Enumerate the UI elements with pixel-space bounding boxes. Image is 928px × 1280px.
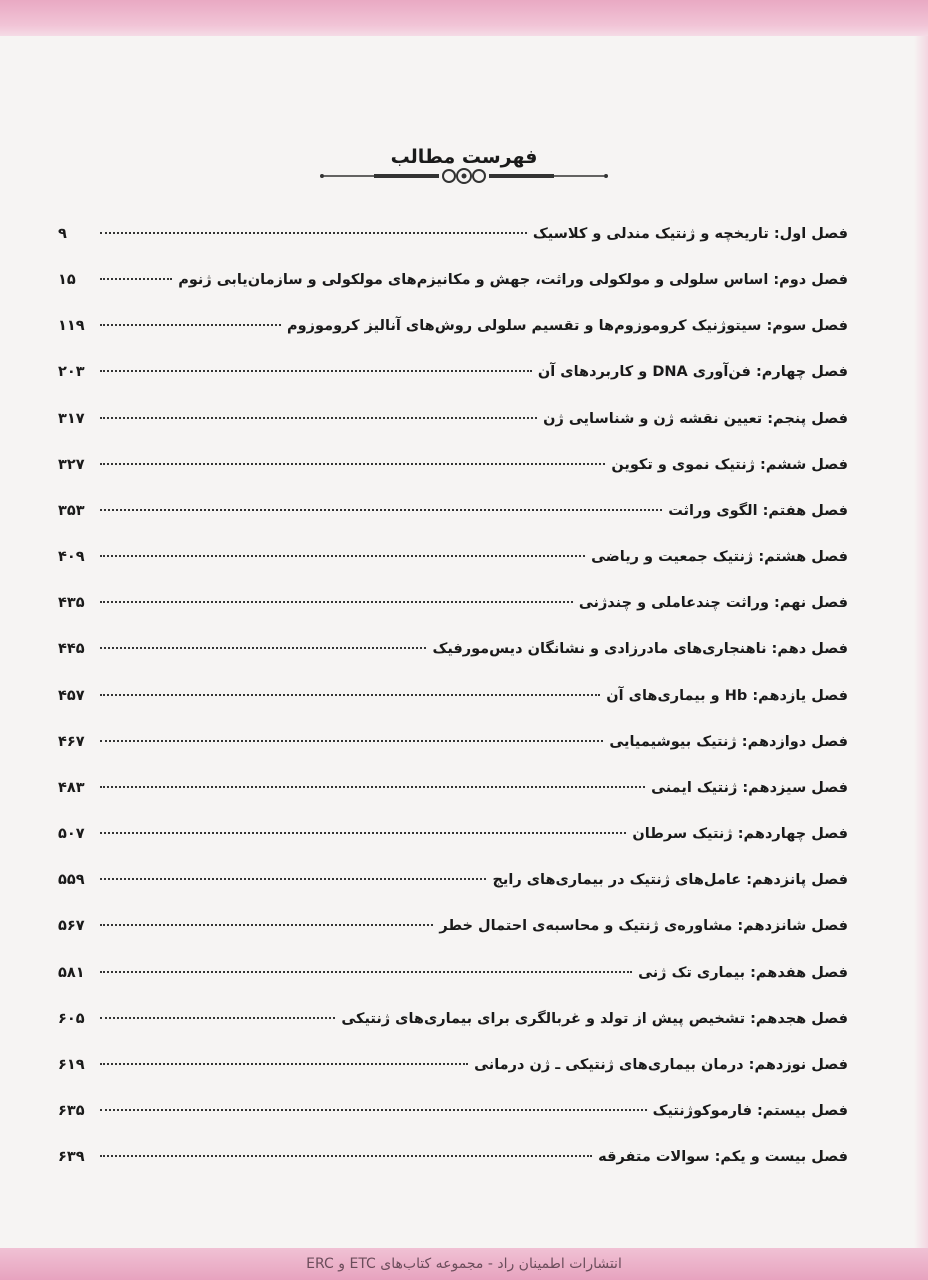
dot-leader <box>100 832 626 834</box>
chapter-title: فصل دهم: ناهنجاری‌های مادرزادی و نشانگان دیس‌مورفیک <box>432 641 848 658</box>
chapter-title: فصل هفدهم: بیماری تک ژنی <box>638 964 848 981</box>
toc-row <box>58 1097 848 1143</box>
page-number: ۱۵ <box>58 272 76 289</box>
chapter-title: فصل هفتم: الگوی وراثت <box>668 502 848 519</box>
page-number: ۶۳۹ <box>58 1149 85 1166</box>
page-number: ۶۳۵ <box>58 1102 85 1119</box>
toc-row <box>58 220 848 266</box>
top-border <box>0 0 928 36</box>
page-number: ۱۱۹ <box>58 318 85 335</box>
page-number: ۴۰۹ <box>58 549 85 566</box>
toc-row <box>58 497 848 543</box>
toc-row <box>58 312 848 358</box>
toc-row <box>58 589 848 635</box>
chapter-title: فصل چهارم: فن‌آوری DNA و کاربردهای آن <box>537 364 848 381</box>
page-number: ۵۵۹ <box>58 872 85 889</box>
toc-row <box>58 1143 848 1189</box>
dot-leader <box>100 1017 335 1019</box>
page-number: ۳۲۷ <box>58 456 85 473</box>
dot-leader <box>100 1109 647 1111</box>
toc-row <box>58 266 848 312</box>
page-number: ۳۵۳ <box>58 502 85 519</box>
chapter-title: فصل نوزدهم: درمان بیماری‌های ژنتیکی ـ ژن درمانی <box>474 1056 848 1073</box>
toc-row <box>58 543 848 589</box>
dot-leader <box>100 509 662 511</box>
page-number: ۶۰۵ <box>58 1010 85 1027</box>
dot-leader <box>100 1063 468 1065</box>
chapter-title: فصل هشتم: ژنتیک جمعیت و ریاضی <box>591 549 848 566</box>
dot-leader <box>100 647 426 649</box>
toc-row <box>58 820 848 866</box>
chapter-title: فصل سیزدهم: ژنتیک ایمنی <box>651 779 848 796</box>
page-number: ۶۱۹ <box>58 1056 85 1073</box>
toc-row <box>58 1051 848 1097</box>
toc-row <box>58 912 848 958</box>
dot-leader <box>100 694 600 696</box>
toc-row <box>58 866 848 912</box>
chapter-title: فصل هجدهم: تشخیص پیش از تولد و غربالگری برای بیماری‌های ژنتیکی <box>341 1010 848 1027</box>
toc-row <box>58 959 848 1005</box>
chapter-title: فصل دوم: اساس سلولی و مولکولی وراثت، جهش و مکانیزم‌های مولکولی و سازمان‌یابی ژنوم <box>178 272 848 289</box>
page-number: ۹ <box>58 226 67 242</box>
chapter-title: فصل شانزدهم: مشاوره‌ی ژنتیک و محاسبه‌ی احتمال خطر <box>439 918 848 935</box>
chapter-title: فصل اول: تاریخچه و ژنتیک مندلی و کلاسیک <box>532 226 848 242</box>
chapter-title: فصل بیستم: فارموکوژنتیک <box>652 1102 848 1119</box>
chapter-title: فصل دوازدهم: ژنتیک بیوشیمیایی <box>609 733 848 750</box>
footer-publisher: انتشارات اطمینان راد - مجموعه کتاب‌های ETC و ERC <box>306 1256 622 1272</box>
decorative-divider-icon <box>314 164 614 188</box>
dot-leader <box>100 878 486 880</box>
chapter-title: فصل یازدهم: Hb و بیماری‌های آن <box>606 687 848 704</box>
page-number: ۴۴۵ <box>58 641 85 658</box>
dot-leader <box>100 417 537 419</box>
dot-leader <box>100 924 433 926</box>
page-number: ۵۸۱ <box>58 964 85 981</box>
page-number: ۴۶۷ <box>58 733 85 750</box>
toc-row <box>58 774 848 820</box>
page-number: ۴۵۷ <box>58 687 85 704</box>
page-number: ۵۶۷ <box>58 918 85 935</box>
page-number: ۲۰۳ <box>58 364 85 381</box>
dot-leader <box>100 601 573 603</box>
table-of-contents <box>58 220 848 1189</box>
chapter-title: فصل پنجم: تعیین نقشه ژن و شناسایی ژن <box>543 410 848 427</box>
chapter-title: فصل نهم: وراثت چندعاملی و چندژنی <box>578 595 848 612</box>
toc-row <box>58 635 848 681</box>
side-border <box>914 36 928 1248</box>
toc-row <box>58 451 848 497</box>
toc-row <box>58 728 848 774</box>
toc-row <box>58 405 848 451</box>
dot-leader <box>100 971 632 973</box>
toc-row <box>58 1005 848 1051</box>
toc-row <box>58 682 848 728</box>
dot-leader <box>100 740 603 742</box>
chapter-title: فصل پانزدهم: عامل‌های ژنتیک در بیماری‌های رایج <box>492 872 848 889</box>
page-number: ۳۱۷ <box>58 410 85 427</box>
page-number: ۴۸۳ <box>58 779 85 796</box>
dot-leader <box>100 232 527 234</box>
page-number: ۴۳۵ <box>58 595 85 612</box>
chapter-title: فصل چهاردهم: ژنتیک سرطان <box>632 826 848 843</box>
dot-leader <box>100 786 645 788</box>
dot-leader <box>100 1155 592 1157</box>
dot-leader <box>100 463 605 465</box>
chapter-title: فصل سوم: سیتوژنیک کروموزوم‌ها و تقسیم سلولی روش‌های آنالیز کروموزوم <box>287 318 848 335</box>
dot-leader <box>100 278 172 280</box>
dot-leader <box>100 324 281 326</box>
toc-row <box>58 358 848 404</box>
page-number: ۵۰۷ <box>58 826 85 843</box>
chapter-title: فصل ششم: ژنتیک نموی و تکوین <box>611 456 848 473</box>
dot-leader <box>100 370 532 372</box>
chapter-title: فصل بیست و یکم: سوالات متفرقه <box>598 1149 848 1166</box>
dot-leader <box>100 555 585 557</box>
page-title: فهرست مطالب <box>390 145 538 168</box>
